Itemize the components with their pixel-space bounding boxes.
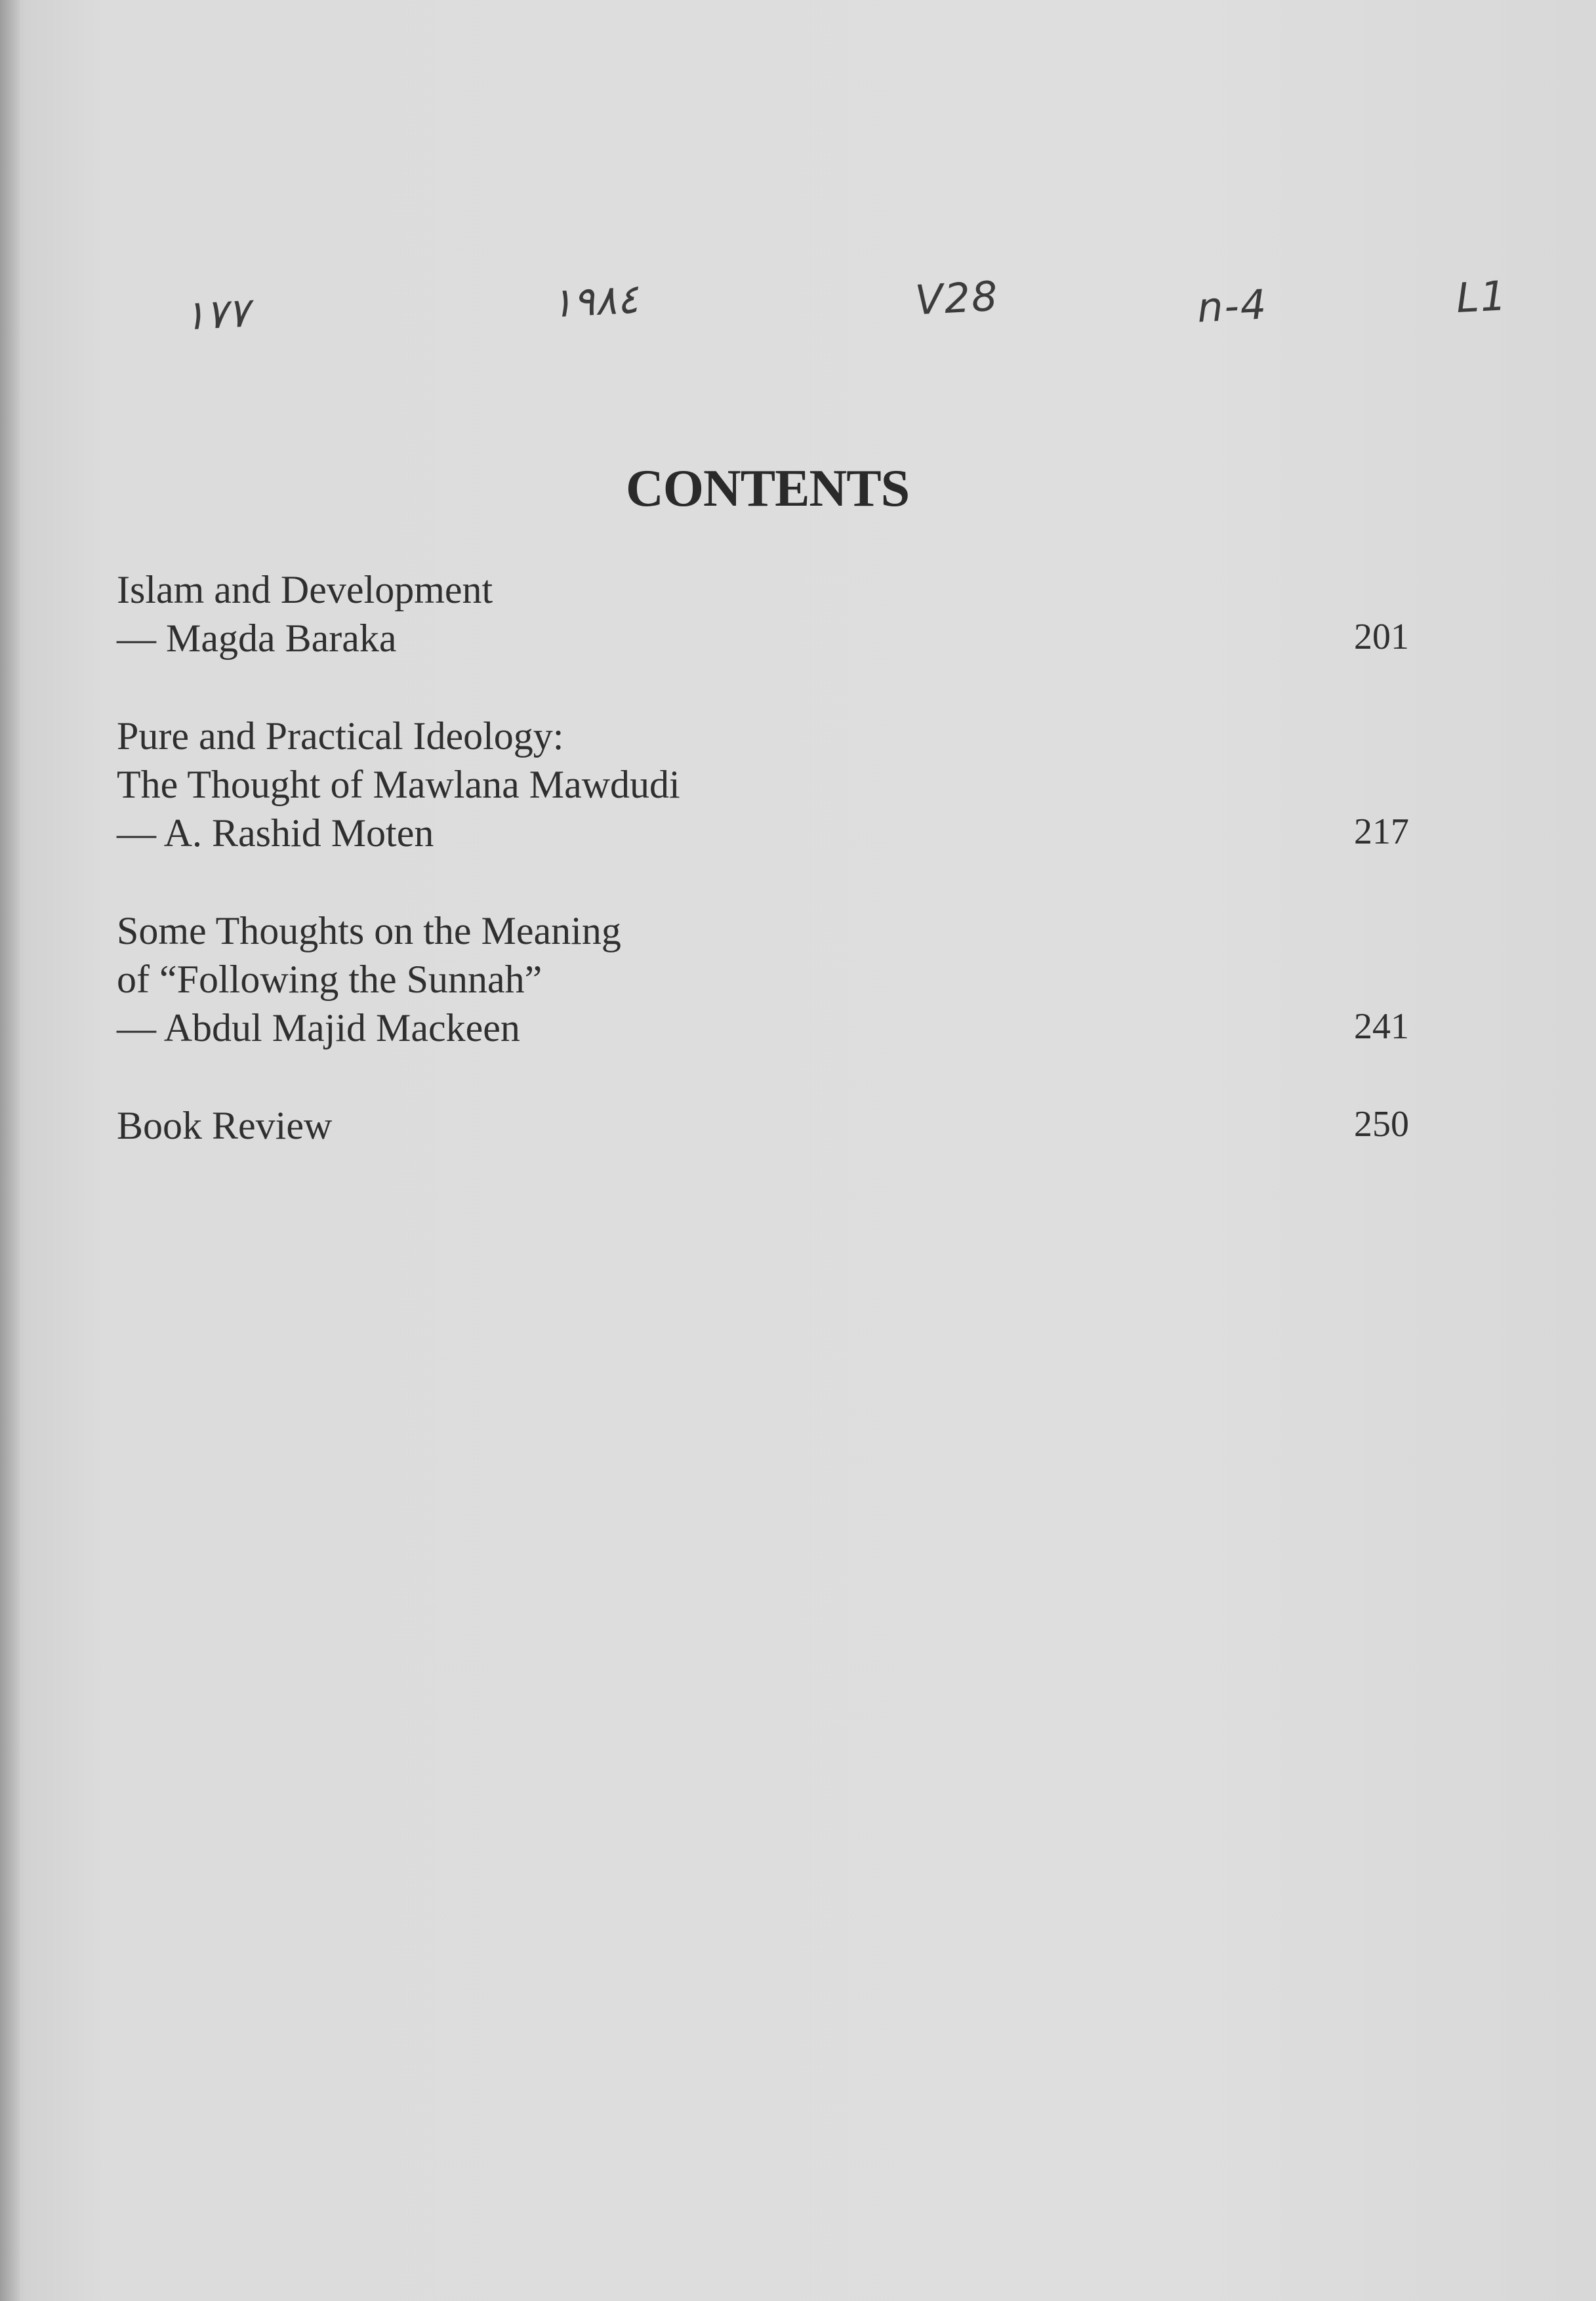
- toc-entry-title-line: The Thought of Mawlana Mawdudi: [117, 763, 680, 806]
- toc-entry-some-thoughts-sunnah: [117, 906, 1409, 1052]
- toc-entry-pure-and-practical-ideology: [117, 712, 1409, 857]
- handwritten-note-year: ١٩٨٤: [550, 274, 640, 327]
- toc-entry-page-number: 217: [1354, 811, 1409, 852]
- toc-entry-title-line: Some Thoughts on the Meaning: [117, 909, 621, 952]
- toc-entry-title-line: Book Review: [117, 1104, 333, 1147]
- toc-entry-page-number: 250: [1354, 1104, 1409, 1145]
- toc-entry-islam-and-development: [117, 565, 1409, 662]
- toc-entry-book-review: [117, 1101, 1409, 1150]
- toc-entry-author-line: — A. Rashid Moten: [117, 811, 434, 855]
- toc-entry-author-line: — Magda Baraka: [117, 617, 397, 660]
- handwritten-note-volume: V28: [914, 272, 1000, 325]
- handwritten-annotations: [0, 268, 1596, 340]
- table-of-contents: [117, 565, 1409, 1199]
- toc-entry-author-line: — Abdul Majid Mackeen: [117, 1006, 520, 1049]
- toc-entry-page-number: 201: [1354, 617, 1409, 657]
- handwritten-note-issue: n-4: [1196, 280, 1269, 332]
- page-title: CONTENTS: [625, 460, 910, 518]
- toc-entry-title-line: Islam and Development: [117, 568, 493, 611]
- handwritten-note-code: L1: [1455, 272, 1509, 322]
- toc-entry-title-line: of “Following the Sunnah”: [117, 958, 542, 1001]
- handwritten-note-number: ١٧٧: [182, 288, 251, 340]
- binding-edge: [0, 0, 20, 2301]
- toc-entry-page-number: 241: [1354, 1006, 1409, 1047]
- toc-entry-title-line: Pure and Practical Ideology:: [117, 714, 564, 758]
